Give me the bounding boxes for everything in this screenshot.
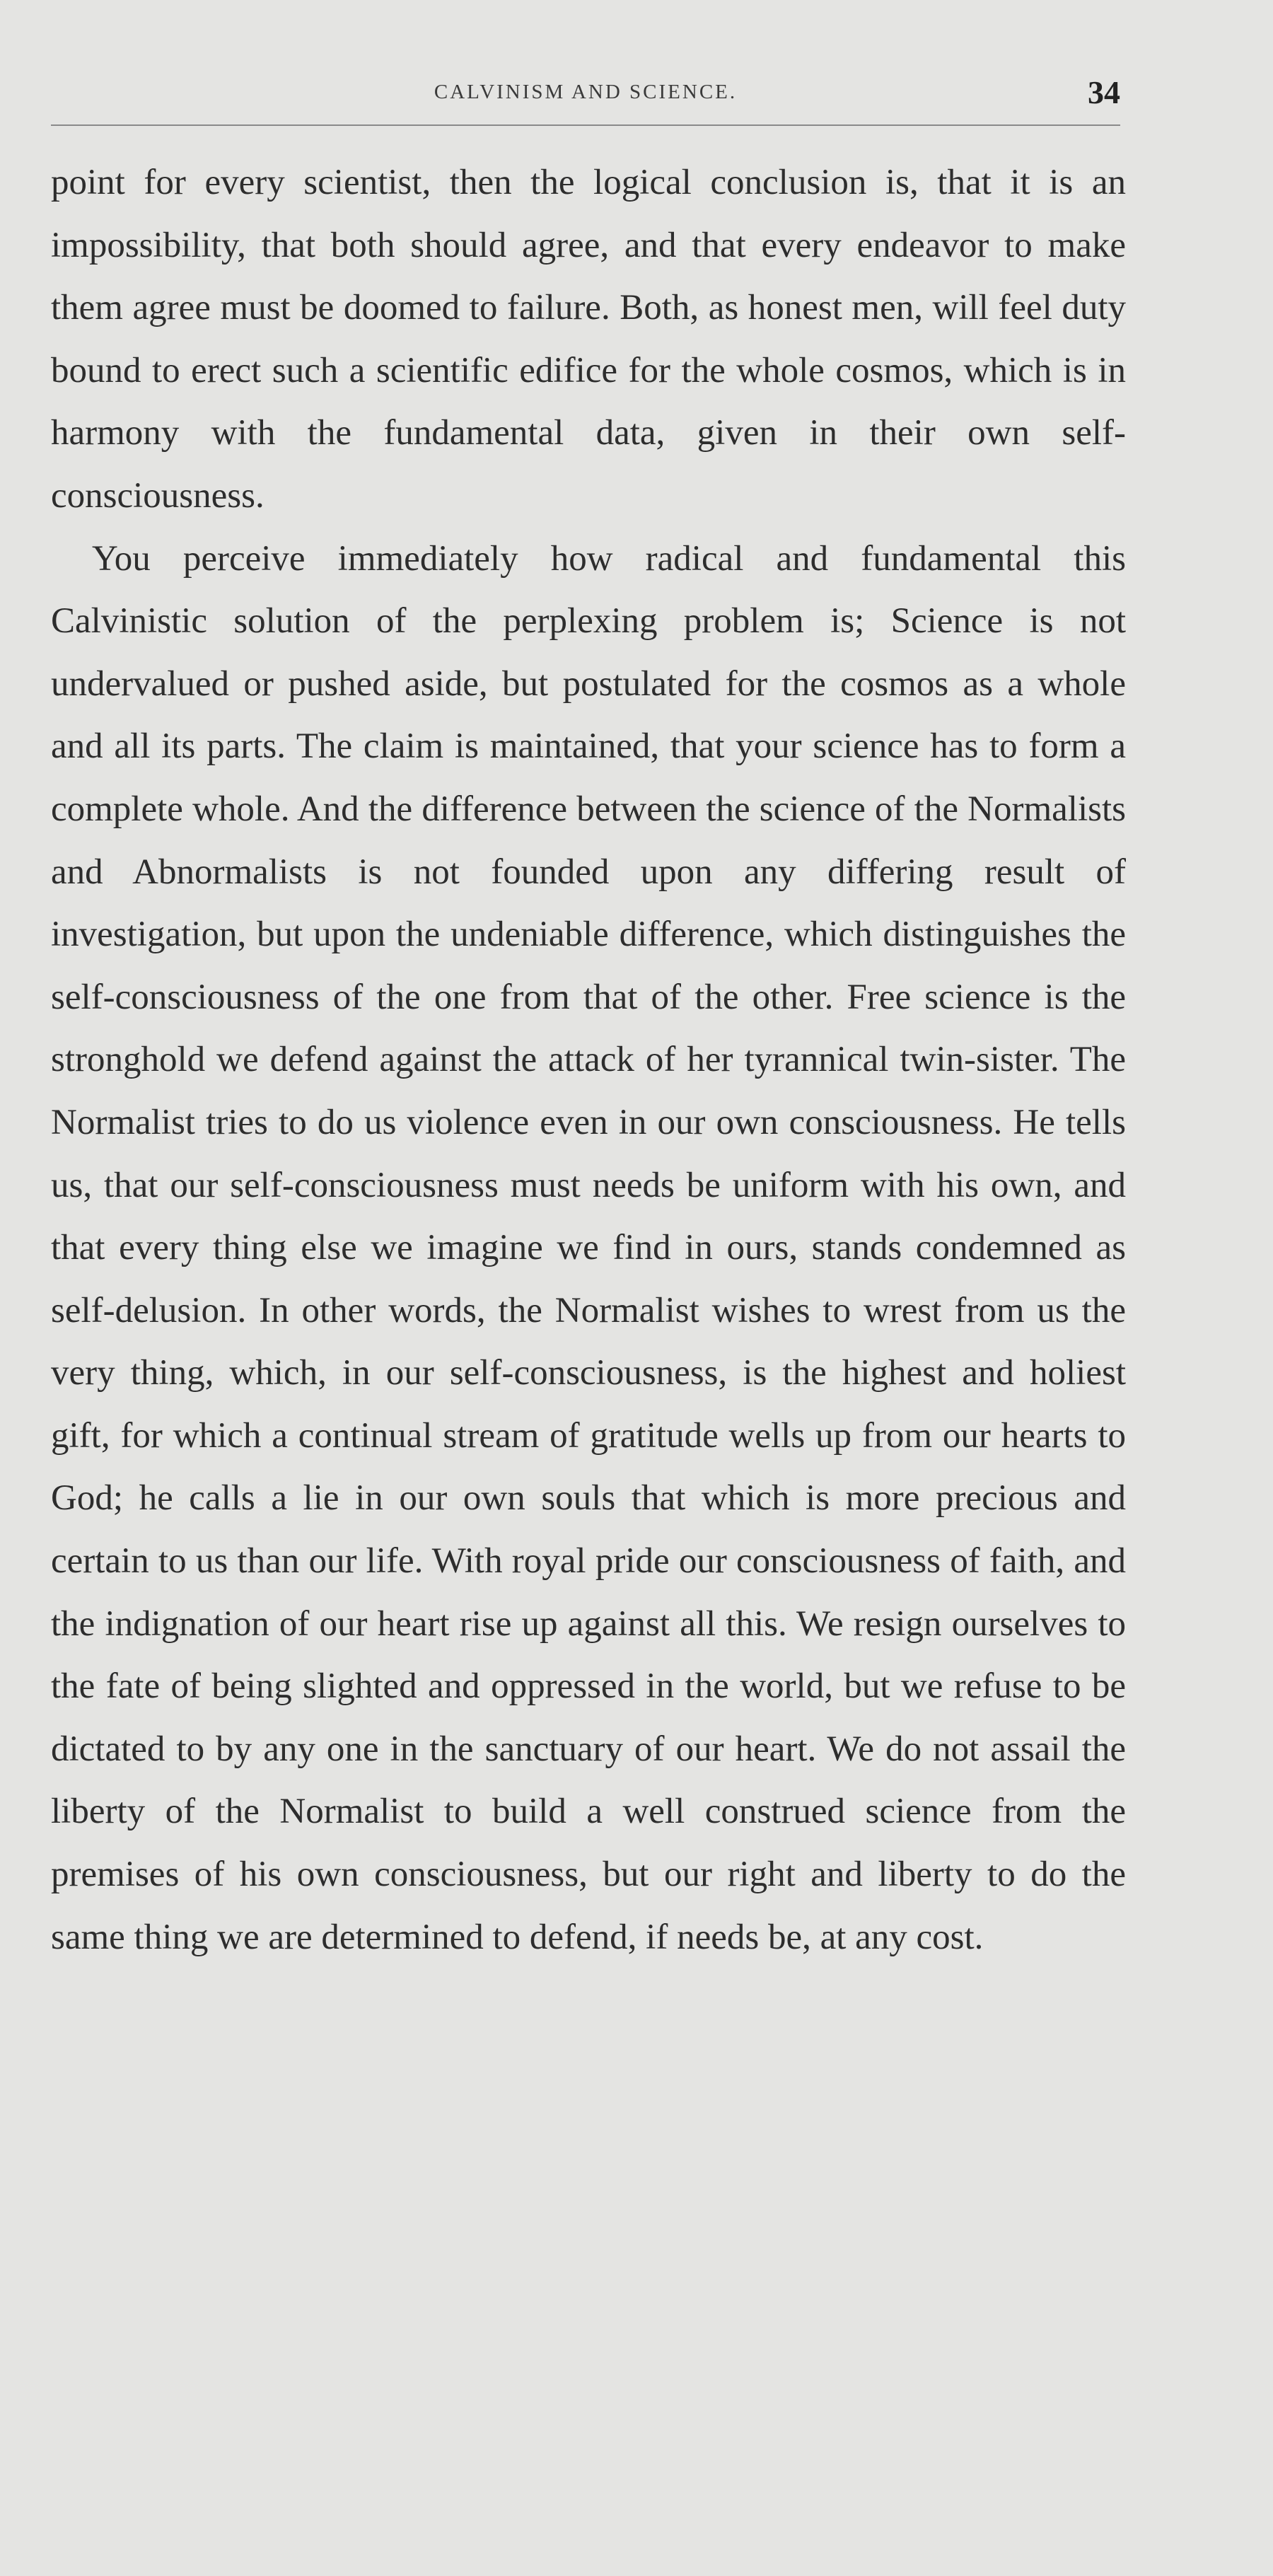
paragraph: You perceive immediately how radical and fundamental this Calvinistic solution of the perplexing problem is; Science is not undervalued or pushed aside, but postulated for the cosmos as a whole and all its parts. The claim is maintained, that your science has to form a complete whole. And the difference between the science of the Normalists and Abnormalists is not founded upon any differing result of investigation, but upon the undeniable difference, which distinguishes the self-consciousness of the one from that of the other. Free science is the stronghold we defend against the attack of her tyrannical twin-sister. The Normalist tries to do us violence even in our own consciousness. He tells us, that our self-consciousness must needs be uniform with his own, and that every thing else we imagine we find in ours, stands condemned as self-delusion. In other words, the Normalist wishes to wrest from us the very thing, which, in our self-consciousness, is the highest and holiest gift, for which a continual stream of gratitude wells up from our hearts to God; he calls a lie in our own souls that which is more precious and certain to us than our life. With royal pride our consciousness of faith, and the indignation of our heart rise up against all this. We resign ourselves to the fate of being slighted and oppressed in the world, but we refuse to be dictated to by any one in the sanctuary of our heart. We do not assail the liberty of the Normalist to build a well construed science from the premises of his own consciousness, but our right and liberty to do the same thing we are determined to defend, if needs be, at any cost. [51, 538, 1126, 1957]
page-number: 34 [1088, 74, 1120, 110]
running-title: CALVINISM AND SCIENCE. [434, 81, 738, 103]
header-rule [51, 124, 1120, 126]
paragraph-continued: point for every scientist, then the logical conclusion is, that it is an impossibility, that both should agree, and that every endeavor to make them agree must be doomed to failure. Both, as honest men, will feel duty bound to erect such a scientific edifice for the whole cosmos, which is in harmony with the fundamental data, given in their own self-consciousness. [51, 163, 1126, 516]
running-head [51, 76, 1120, 116]
body-text [51, 151, 1126, 1968]
